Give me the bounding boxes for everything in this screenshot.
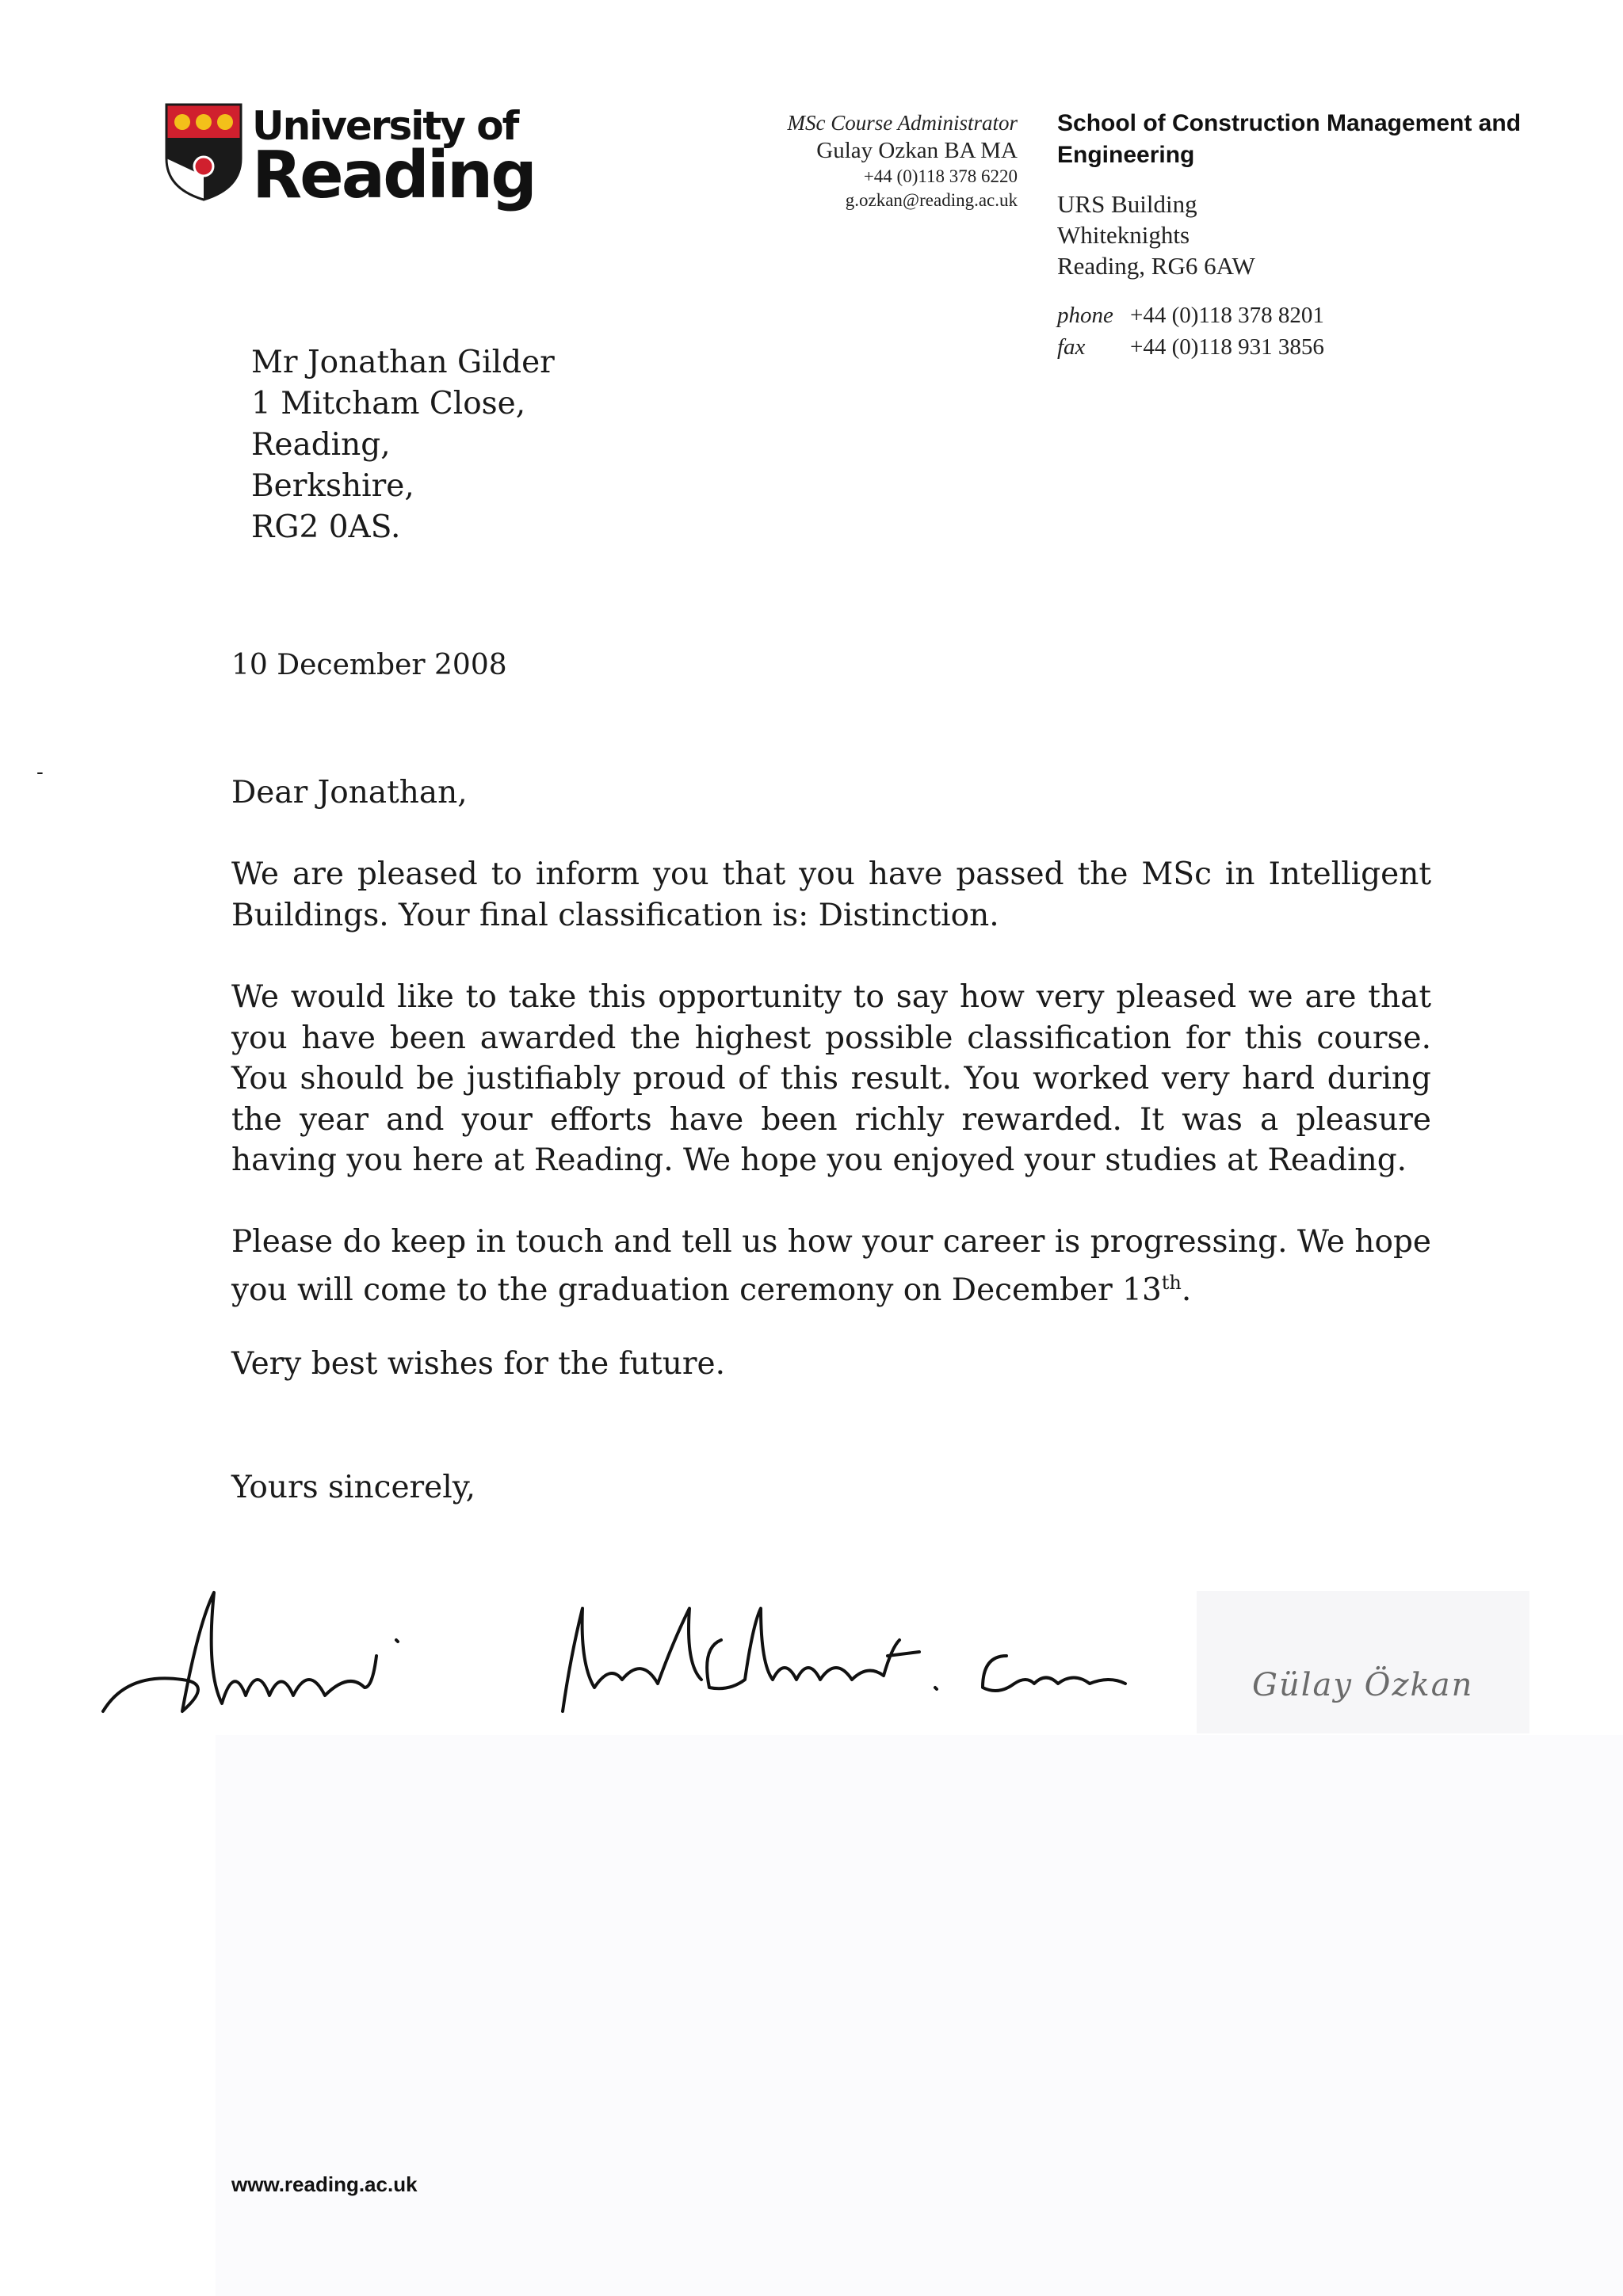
paragraph-4: Very best wishes for the future.: [231, 1346, 726, 1382]
signature-1-dot: [396, 1640, 398, 1642]
phone-row: [1057, 299, 1324, 331]
address-line: Reading, RG6 6AW: [1057, 252, 1255, 280]
signatures: [95, 1577, 1545, 1751]
signature-4: Gülay Özkan: [1252, 1667, 1474, 1703]
crest-icon: [165, 103, 242, 201]
signature-2: [563, 1608, 919, 1711]
fax-value: +44 (0)118 931 3856: [1130, 334, 1324, 360]
signature-3: [983, 1656, 1125, 1691]
paragraph-3-end: .: [1181, 1272, 1192, 1308]
fax-row: [1057, 331, 1324, 363]
school-address: [1057, 189, 1255, 281]
school-contact: [1057, 299, 1324, 363]
admin-email[interactable]: g.ozkan@reading.ac.uk: [845, 190, 1018, 210]
paragraph-3: [231, 1222, 1431, 1310]
address-line: Whiteknights: [1057, 221, 1190, 249]
recipient-line: RG2 0AS.: [251, 509, 401, 545]
school-title-line2: Engineering: [1057, 142, 1195, 168]
recipient-address: [251, 342, 555, 548]
recipient-line: Reading,: [251, 427, 391, 463]
logo-text-line2: Reading: [252, 138, 535, 213]
admin-phone: +44 (0)118 378 6220: [863, 166, 1018, 186]
paragraph-2: We would like to take this opportunity to say how very pleased we are that you have been awarded the highest possible classification for this course. You should be justifiably proud of this result. You worked very hard during the year and your efforts have been richly rewarded. It was a pleasure having you here at Reading. We hope you enjoyed your studies at Reading.: [231, 979, 1431, 1178]
administrator-block: [787, 109, 1018, 212]
closing: Yours sincerely,: [231, 1470, 475, 1505]
margin-mark: -: [36, 761, 44, 784]
fax-label: fax: [1057, 334, 1086, 360]
admin-name: Gulay Ozkan BA MA: [816, 138, 1018, 163]
salutation: Dear Jonathan,: [231, 775, 468, 810]
logo-text-line1: University of: [252, 103, 518, 149]
school-title-line1: School of Construction Management and: [1057, 110, 1522, 136]
recipient-line: 1 Mitcham Close,: [251, 386, 526, 421]
paragraph-3-text: Please do keep in touch and tell us how your career is progressing. We hope you will come to the graduation ceremony on December 13: [231, 1224, 1431, 1308]
lower-panel-tint: [216, 1735, 1623, 2296]
phone-label: phone: [1057, 303, 1113, 328]
recipient-line: Mr Jonathan Gilder: [251, 345, 555, 380]
signature-2-dot: [935, 1688, 937, 1689]
paragraph-1: We are pleased to inform you that you have passed the MSc in Intelligent Buildings. Your final classification is: Distinction.: [231, 856, 1431, 933]
recipient-line: Berkshire,: [251, 468, 414, 504]
phone-value: +44 (0)118 378 8201: [1130, 303, 1324, 328]
admin-role: MSc Course Administrator: [787, 111, 1018, 135]
letter-date: 10 December 2008: [231, 649, 507, 681]
signature-drawings: [95, 1577, 1545, 1751]
ordinal-suffix: th: [1161, 1271, 1182, 1294]
address-line: URS Building: [1057, 190, 1197, 218]
footer-website[interactable]: www.reading.ac.uk: [231, 2172, 418, 2196]
signature-1: [103, 1592, 376, 1711]
school-block: [1057, 108, 1596, 171]
